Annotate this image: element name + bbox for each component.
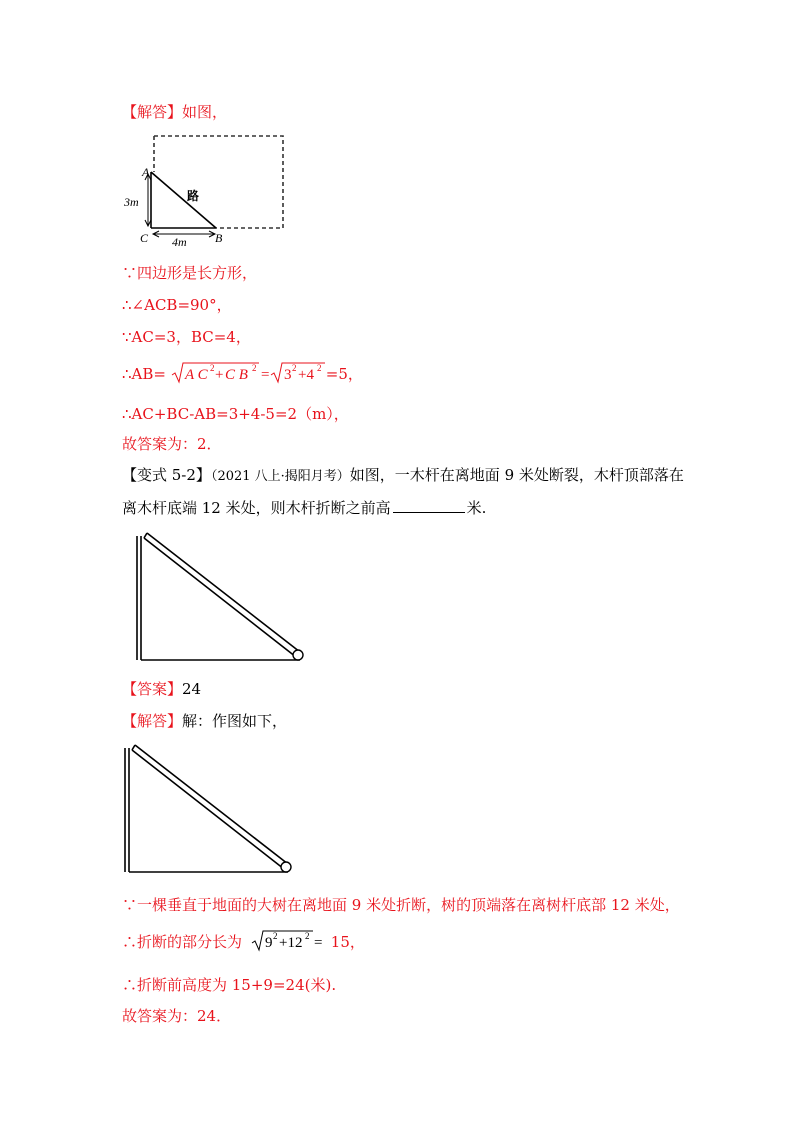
solution2-text: 解：作图如下， bbox=[182, 712, 288, 730]
label-A: A bbox=[142, 165, 150, 179]
solution1-heading bbox=[122, 101, 227, 122]
problem-text2a: 离木杆底端 12 米处，则木杆折断之前高 bbox=[122, 499, 391, 517]
answer-value: 24 bbox=[182, 680, 202, 698]
sqrt-ac-cb-formula bbox=[171, 361, 346, 385]
line2-suffix: 15， bbox=[330, 933, 365, 951]
label-B: B bbox=[215, 231, 223, 245]
solution2-line3: ∴折断前高度为 15+9=24(米). bbox=[122, 976, 337, 994]
svg-text:+4: +4 bbox=[297, 367, 314, 383]
svg-text:2: 2 bbox=[209, 363, 215, 373]
svg-text:=: = bbox=[260, 367, 270, 383]
label-road: 路 bbox=[187, 189, 200, 203]
rectangle-path-figure bbox=[120, 128, 290, 248]
svg-text:+12: +12 bbox=[278, 935, 303, 951]
svg-text:2: 2 bbox=[251, 363, 257, 373]
problem2-line2 bbox=[122, 497, 486, 518]
label-4m: 4m bbox=[172, 235, 187, 249]
problem-source: （2021 八上·揭阳月考） bbox=[210, 469, 350, 484]
problem-text1: 如图，一木杆在离地面 9 米处断裂，木杆顶部落在 bbox=[349, 466, 684, 484]
solution1-line1: ∵四边形是长方形， bbox=[122, 264, 258, 282]
answer2-line bbox=[122, 678, 201, 699]
solution2-line2 bbox=[122, 931, 365, 955]
svg-text:+: + bbox=[214, 367, 224, 383]
solution1-line2: ∴∠ACB=90°， bbox=[122, 296, 232, 314]
svg-text:A C: A C bbox=[184, 367, 208, 383]
label-C: C bbox=[140, 231, 149, 245]
solution1-answer: 故答案为：2． bbox=[122, 435, 222, 453]
problem-text2b: 米. bbox=[466, 499, 487, 517]
broken-pole-figure bbox=[130, 528, 310, 663]
solution-tag: 【解答】 bbox=[122, 103, 183, 121]
svg-text:3: 3 bbox=[283, 367, 292, 383]
broken-pole-solution-figure bbox=[118, 740, 298, 875]
answer-tag: 【答案】 bbox=[122, 680, 183, 698]
solution1-line3: ∵AC=3，BC=4， bbox=[122, 328, 251, 346]
sqrt-9-12-formula bbox=[251, 929, 327, 953]
label-3m: 3m bbox=[124, 195, 139, 209]
answer-blank bbox=[393, 498, 465, 513]
svg-text:2: 2 bbox=[272, 931, 278, 941]
ab-suffix: =5， bbox=[325, 365, 363, 383]
solution2-tag: 【解答】 bbox=[122, 712, 183, 730]
solution1-ab-line bbox=[122, 363, 363, 387]
solution2-line1: ∵一棵垂直于地面的大树在离地面 9 米处折断，树的顶端落在离树杆底部 12 米处， bbox=[122, 896, 680, 914]
svg-text:2: 2 bbox=[304, 931, 310, 941]
line2-prefix: ∴折断的部分长为 bbox=[122, 933, 243, 951]
solution-heading-text: 如图， bbox=[182, 103, 228, 121]
svg-text:C B: C B bbox=[224, 367, 248, 383]
svg-text:2: 2 bbox=[316, 363, 322, 373]
solution2-final: 故答案为：24． bbox=[122, 1007, 232, 1025]
solution2-heading bbox=[122, 710, 287, 731]
ab-prefix: ∴AB= bbox=[122, 365, 166, 383]
svg-text:=: = bbox=[313, 935, 323, 951]
solution1-line5: ∴AC+BC-AB=3+4-5=2（m）， bbox=[122, 405, 349, 423]
problem-tag: 【变式 5-2】 bbox=[122, 466, 211, 484]
problem2-line1 bbox=[122, 464, 684, 485]
svg-text:9: 9 bbox=[264, 935, 273, 951]
svg-text:2: 2 bbox=[291, 363, 297, 373]
